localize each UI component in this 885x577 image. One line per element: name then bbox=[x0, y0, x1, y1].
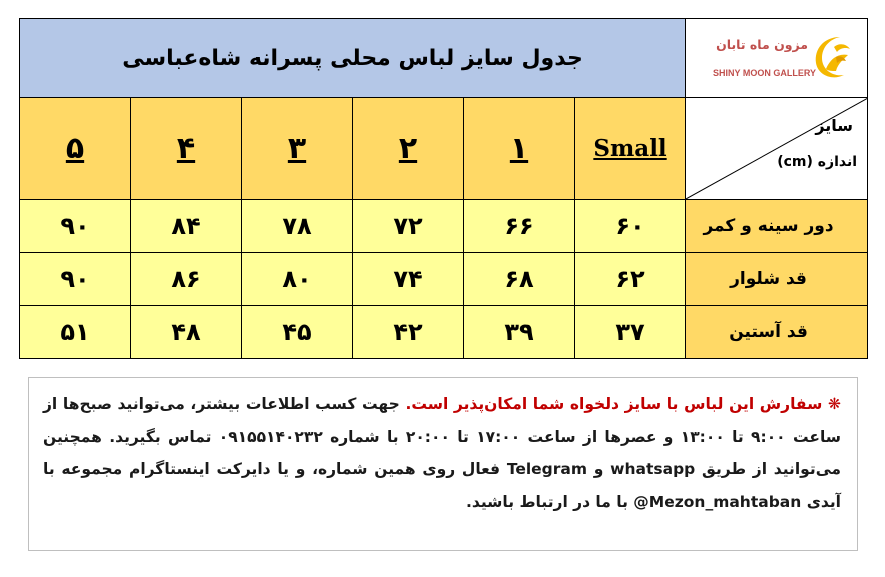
size-header-4: ۴ bbox=[131, 98, 242, 200]
table-cell: ۶۶ bbox=[464, 200, 575, 253]
table-cell: ۴۲ bbox=[353, 306, 464, 359]
row-label: دور سینه و کمر bbox=[686, 200, 868, 253]
table-row bbox=[20, 253, 868, 306]
size-table bbox=[19, 18, 868, 359]
table-cell: ۸۶ bbox=[131, 253, 242, 306]
info-note bbox=[28, 377, 858, 551]
crescent-moon-icon bbox=[810, 33, 856, 81]
size-header-2: ۲ bbox=[353, 98, 464, 200]
table-title: جدول سایز لباس محلی پسرانه شاه‌عباسی bbox=[20, 19, 686, 98]
brand-logo bbox=[686, 19, 868, 98]
table-cell: ۳۷ bbox=[575, 306, 686, 359]
size-header-1: ۱ bbox=[464, 98, 575, 200]
corner-header bbox=[686, 98, 868, 200]
table-cell: ۴۵ bbox=[242, 306, 353, 359]
table-cell: ۸۴ bbox=[131, 200, 242, 253]
table-cell: ۴۸ bbox=[131, 306, 242, 359]
table-cell: ۶۲ bbox=[575, 253, 686, 306]
table-cell: ۷۲ bbox=[353, 200, 464, 253]
table-cell: ۵۱ bbox=[20, 306, 131, 359]
note-social-text: همچنین می‌توانید از طریق whatsapp و Telegram فعال روی همین شماره، و یا دایرکت اینستاگرام مجموعه با آیدی Mezon_mahtaban@ با ما در ارتباط باشید. bbox=[43, 427, 841, 511]
corner-measure-label: اندازه (cm) bbox=[777, 154, 858, 170]
brand-name-en: SHINY MOON GALLERY bbox=[713, 68, 817, 78]
table-cell: ۶۸ bbox=[464, 253, 575, 306]
diagonal-divider bbox=[686, 98, 868, 199]
corner-size-label: سایز bbox=[815, 116, 854, 135]
table-cell: ۹۰ bbox=[20, 253, 131, 306]
table-row bbox=[20, 306, 868, 359]
row-label: قد شلوار bbox=[686, 253, 868, 306]
note-highlight: سفارش این لباس با سایز دلخواه شما امکان‌پذیر است. bbox=[405, 395, 823, 413]
table-cell: ۳۹ bbox=[464, 306, 575, 359]
size-header-3: ۳ bbox=[242, 98, 353, 200]
row-label: قد آستین bbox=[686, 306, 868, 359]
table-cell: ۸۰ bbox=[242, 253, 353, 306]
size-header-5: ۵ bbox=[20, 98, 131, 200]
table-cell: ۷۴ bbox=[353, 253, 464, 306]
table-row bbox=[20, 200, 868, 253]
table-cell: ۹۰ bbox=[20, 200, 131, 253]
note-contact-text: جهت کسب اطلاعات بیشتر، می‌توانید صبح‌ها از ساعت ۹:۰۰ تا ۱۳:۰۰ و عصرها از ساعت ۱۷:۰۰ تا ۲۰:۰۰ با شماره ۰۹۱۵۵۱۴۰۲۳۲ تماس بگیرید. bbox=[43, 395, 842, 446]
table-cell: ۷۸ bbox=[242, 200, 353, 253]
table-cell: ۶۰ bbox=[575, 200, 686, 253]
size-header-small: Small bbox=[575, 98, 686, 200]
note-bullet: ❋ bbox=[827, 395, 841, 413]
brand-name-fa: مزون ماه تابان bbox=[716, 37, 809, 52]
